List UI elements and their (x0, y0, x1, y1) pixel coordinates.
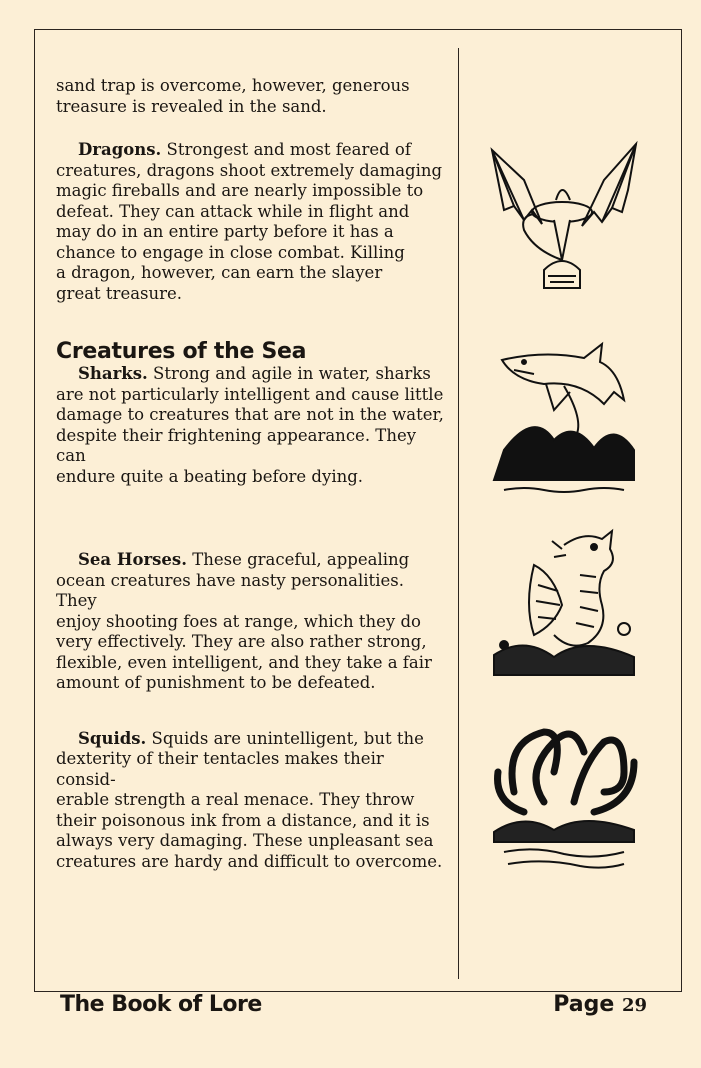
paragraph-line: ocean creatures have nasty personalities. They (56, 570, 404, 610)
page-number-value: 29 (621, 995, 647, 1016)
paragraph-line: very effectively. They are also rather strong, (56, 632, 427, 651)
intro-paragraph (56, 76, 448, 117)
paragraph-line: may do in an entire party before it has a (56, 222, 394, 241)
text-column (56, 76, 448, 872)
dragons-term: Dragons. (78, 140, 162, 159)
paragraph-line: always very damaging. These unpleasant sea (56, 831, 434, 850)
paragraph-line: amount of punishment to be defeated. (56, 673, 376, 692)
paragraph-line: Squids are unintelligent, but the (146, 728, 424, 748)
seahorse-illustration (484, 525, 644, 685)
sharks-term: Sharks. (78, 364, 148, 383)
shark-illustration (484, 340, 644, 500)
intro-line: treasure is revealed in the sand. (56, 96, 327, 116)
intro-line: sand trap is overcome, however, generous (56, 76, 410, 95)
paragraph-line: creatures are hardy and difficult to overcome. (56, 851, 443, 871)
column-divider (458, 48, 459, 979)
page-label: Page (553, 992, 615, 1017)
dragon-illustration (484, 140, 644, 300)
paragraph-line: dexterity of their tentacles makes their consid- (56, 749, 384, 789)
paragraph-line: despite their frightening appearance. They can (56, 425, 417, 465)
paragraph-line: flexible, even intelligent, and they take a fair (56, 652, 432, 672)
paragraph-line: creatures, dragons shoot extremely damaging (56, 160, 443, 180)
paragraph-line: magic fireballs and are nearly impossible to (56, 181, 424, 200)
page-number (553, 992, 647, 1017)
book-title: The Book of Lore (60, 992, 262, 1017)
paragraph-line: their poisonous ink from a distance, and it is (56, 810, 430, 830)
paragraph-line: Strong and agile in water, sharks (147, 364, 431, 383)
paragraph-line: damage to creatures that are not in the water, (56, 405, 444, 424)
seahorses-paragraph (56, 550, 448, 694)
paragraph-line: Strongest and most feared of (161, 140, 411, 159)
paragraph-line: defeat. They can attack while in flight and (56, 201, 410, 221)
paragraph-line: a dragon, however, can earn the slayer (56, 263, 383, 282)
paragraph-line: great treasure. (56, 283, 183, 303)
sharks-paragraph (56, 364, 448, 487)
section-heading: Creatures of the Sea (56, 339, 307, 364)
seahorses-term: Sea Horses. (78, 550, 187, 569)
paragraph-line: endure quite a beating before dying. (56, 466, 364, 486)
paragraph-line: enjoy shooting foes at range, which they do (56, 611, 421, 631)
squid-illustration (484, 712, 644, 872)
dragons-paragraph (56, 140, 448, 304)
squids-paragraph (56, 729, 448, 873)
paragraph-line: These graceful, appealing (186, 550, 410, 569)
paragraph-line: erable strength a real menace. They throw (56, 790, 415, 809)
paragraph-line: chance to engage in close combat. Killing (56, 242, 405, 262)
paragraph-line: are not particularly intelligent and cause little (56, 384, 444, 404)
squids-term: Squids. (78, 728, 147, 748)
